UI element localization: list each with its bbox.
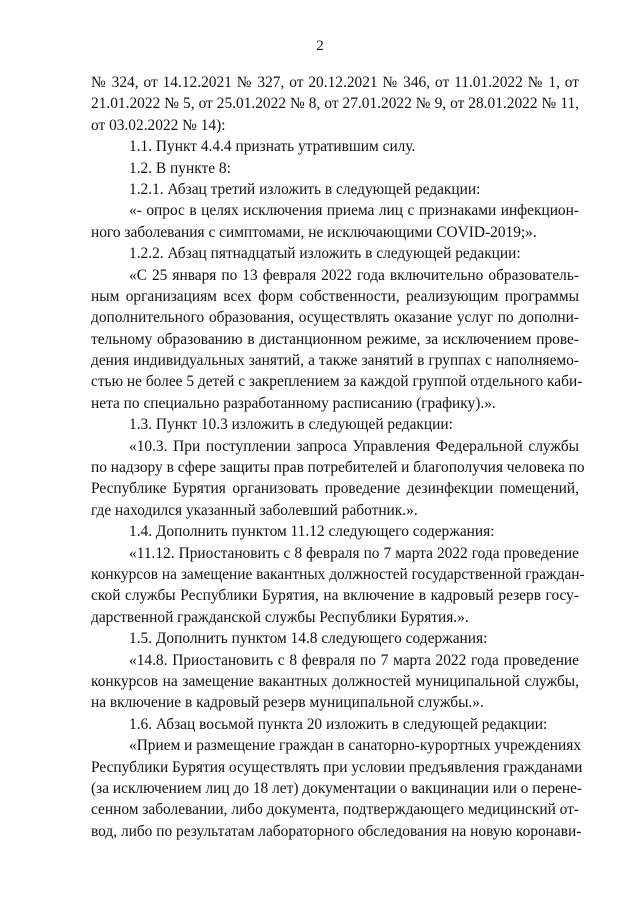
text-line: где находился указанный заболевший работник.». bbox=[91, 501, 418, 519]
text-line: 1.2. В пункте 8: bbox=[129, 159, 231, 177]
text-line: 21.01.2022 № 5, от 25.01.2022 № 8, от 27.01.2022 № 9, от 28.01.2022 № 11, bbox=[91, 95, 579, 113]
text-line: (за исключением лиц до 18 лет) документации о вакцинации или о перене- bbox=[91, 779, 583, 797]
text-line: Республике Бурятия организовать проведение дезинфекции помещений, bbox=[91, 480, 579, 498]
text-line: «14.8. Приостановить с 8 февраля по 7 марта 2022 года проведение bbox=[129, 651, 579, 669]
text-line: конкурсов на замещение вакантных должностей муниципальной службы, bbox=[91, 672, 579, 690]
text-line: ской службы Республики Бурятия, на включение в кадровый резерв госу- bbox=[91, 587, 579, 605]
text-line: № 324, от 14.12.2021 № 327, от 20.12.2021 № 346, от 11.01.2022 № 1, от bbox=[91, 74, 579, 91]
text-line: 1.2.2. Абзац пятнадцатый изложить в следующей редакции: bbox=[129, 245, 521, 263]
text-line: «С 25 января по 13 февраля 2022 года включительно образователь- bbox=[129, 266, 579, 284]
text-line: тельному образованию в дистанционном режиме, за исключением прове- bbox=[91, 330, 579, 348]
page-number: 2 bbox=[316, 38, 324, 54]
text-line: 1.1. Пункт 4.4.4 признать утратившим силу. bbox=[129, 138, 416, 156]
text-line: «11.12. Приостановить с 8 февраля по 7 марта 2022 года проведение bbox=[129, 544, 579, 562]
text-line: 1.4. Дополнить пунктом 11.12 следующего содержания: bbox=[129, 523, 495, 541]
text-line: вод, либо по результатам лабораторного обследования на новую коронави- bbox=[91, 822, 582, 840]
text-line: стью не более 5 детей с закреплением за каждой группой отдельного каби- bbox=[91, 373, 583, 391]
text-line: конкурсов на замещение вакантных должностей государственной граждан- bbox=[91, 565, 585, 583]
text-line: ным организациям всех форм собственности, реализующим программы bbox=[91, 287, 579, 305]
text-line: по надзору в сфере защиты прав потребителей и благополучия человека по bbox=[91, 459, 585, 477]
text-line: нета по специально разработанному расписанию (графику).». bbox=[91, 394, 496, 412]
text-line: Республики Бурятия осуществлять при условии предъявления гражданами bbox=[91, 758, 583, 776]
text-line: от 03.02.2022 № 14): bbox=[91, 116, 226, 134]
text-line: дарственной гражданской службы Республики Бурятия.». bbox=[91, 608, 469, 626]
text-line: ного заболевания с симптомами, не исключающими COVID-2019;». bbox=[91, 223, 537, 241]
text-line: 1.6. Абзац восьмой пункта 20 изложить в следующей редакции: bbox=[129, 715, 548, 733]
text-line: 1.3. Пункт 10.3 изложить в следующей редакции: bbox=[129, 416, 453, 434]
text-line: на включение в кадровый резерв муниципальной службы.». bbox=[91, 694, 484, 712]
text-line: 1.2.1. Абзац третий изложить в следующей редакции: bbox=[129, 180, 481, 198]
text-line: дения индивидуальных занятий, а также занятий в группах с наполняемо- bbox=[91, 352, 579, 370]
text-line: «10.3. При поступлении запроса Управления Федеральной службы bbox=[129, 437, 579, 455]
text-line: «- опрос в целях исключения приема лиц с признаками инфекцион- bbox=[129, 202, 579, 220]
text-line: сенном заболевании, либо документа, подтверждающего медицинский от- bbox=[91, 801, 579, 819]
document-body bbox=[91, 72, 585, 842]
text-line: дополнительного образования, осуществлять оказание услуг по дополни- bbox=[91, 309, 579, 327]
text-line: 1.5. Дополнить пунктом 14.8 следующего содержания: bbox=[129, 630, 488, 648]
text-line: «Прием и размещение граждан в санаторно-курортных учреждениях bbox=[129, 737, 582, 755]
